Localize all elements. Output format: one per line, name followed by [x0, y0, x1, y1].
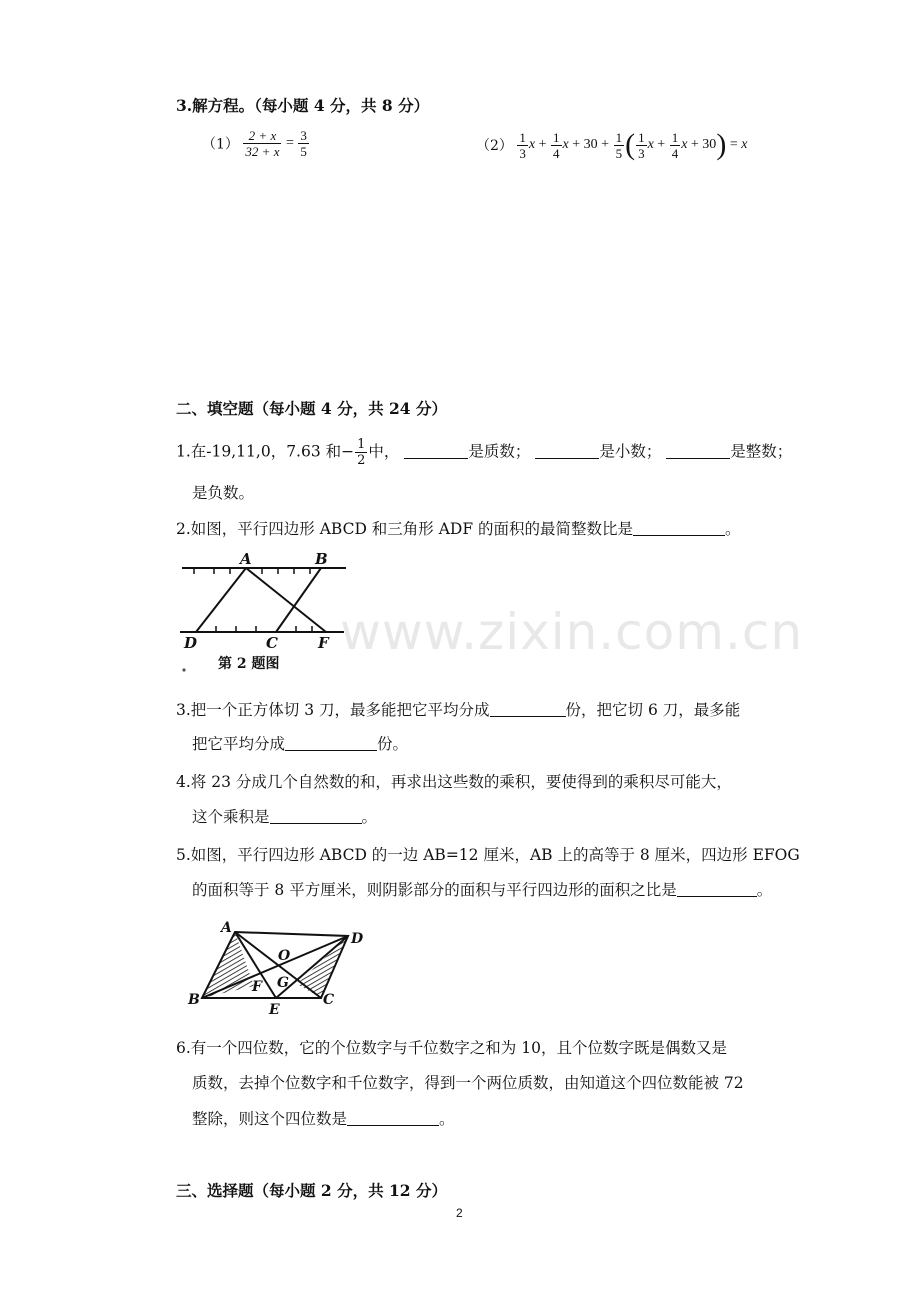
- question-6-line-2: 质数，去掉个位数字和千位数字，得到一个两位质数，由知道这个四位数能被 72: [192, 1074, 744, 1092]
- decimal-blank[interactable]: [535, 442, 599, 459]
- fig2-label-d: D: [184, 634, 198, 652]
- fig5-label-b: B: [188, 992, 200, 1008]
- equation-2-label: （2）: [476, 138, 513, 154]
- fig2-label-f: F: [318, 634, 329, 652]
- four-digit-blank[interactable]: [347, 1109, 439, 1126]
- fig5-label-o: O: [278, 948, 291, 964]
- fig5-label-g: G: [277, 975, 289, 991]
- fig2-label-c: C: [266, 634, 278, 652]
- negative-half-fraction: $\frac{1}{2}$: [357, 437, 366, 468]
- three-cuts-blank[interactable]: [490, 700, 566, 717]
- question-4-line-2: 这个乘积是 。: [192, 808, 378, 826]
- max-product-blank[interactable]: [270, 807, 362, 824]
- equation-1-rhs-fraction: $\frac{3}{5}$: [300, 128, 307, 159]
- six-cuts-blank[interactable]: [285, 734, 377, 751]
- area-ratio-blank[interactable]: [633, 519, 725, 536]
- equation-2: （2） $\frac{1}{3}$ x + $\frac{1}{4}$ x + 30 + $\frac{1}{5}$ ( $\frac{1}{3}$ x + $\frac{1}{4}$ x + 30) = x: [476, 128, 748, 161]
- question-2: 2.如图，平行四边形 ABCD 和三角形 ADF 的面积的最简整数比是 。: [176, 520, 741, 538]
- fig2-caption: 第 2 题图: [218, 656, 280, 672]
- figure-2-diagram: [176, 552, 351, 676]
- question-6-line-3: 整除，则这个四位数是 。: [192, 1110, 455, 1128]
- watermark: www.zixin.com.cn: [340, 603, 804, 661]
- equation-1-lhs-fraction: $\frac{2 + x}{32 + x}$: [245, 128, 280, 159]
- question-1-line-1: 1.在-19,11,0，7.63 和− $\frac{1}{2}$ 中， 是质数； 是小数； 是整数；: [176, 437, 793, 468]
- fig5-label-e: E: [269, 1002, 280, 1018]
- question-5-line-1: 5.如图，平行四边形 ABCD 的一边 AB=12 厘米，AB 上的高等于 8 厘米，四边形 EFOG: [176, 846, 800, 864]
- question-6-line-1: 6.有一个四位数，它的个位数字与千位数字之和为 10，且个位数字既是偶数又是: [176, 1039, 727, 1057]
- part-3-title: 三、选择题（每小题 2 分，共 12 分）: [176, 1181, 447, 1200]
- fig2-label-a: A: [240, 552, 252, 568]
- figure-5-diagram: [180, 916, 370, 1020]
- prime-blank[interactable]: [404, 442, 468, 459]
- fig2-label-b: B: [315, 552, 328, 568]
- equation-1-label: （1）: [202, 136, 239, 153]
- question-4-line-1: 4.将 23 分成几个自然数的和，再求出这些数的乘积，要使得到的乘积尽可能大，: [176, 773, 732, 791]
- question-5-line-2: 的面积等于 8 平方厘米，则阴影部分的面积与平行四边形的面积之比是 。: [192, 881, 773, 899]
- fig5-label-f: F: [252, 979, 262, 995]
- section-3-title: 3.解方程。（每小题 4 分，共 8 分）: [176, 96, 430, 115]
- integer-blank[interactable]: [666, 442, 730, 459]
- question-3-line-2: 把它平均分成 份。: [192, 735, 409, 753]
- equation-1: （1） $\frac{2 + x}{32 + x}$ = $\frac{3}{5}$: [202, 128, 307, 159]
- fig5-label-c: C: [323, 992, 335, 1008]
- fig5-label-d: D: [351, 931, 364, 947]
- page-number: 2: [456, 1206, 463, 1220]
- question-1-line-2: 是负数。: [192, 484, 255, 502]
- question-3-line-1: 3.把一个正方体切 3 刀，最多能把它平均分成 份，把它切 6 刀，最多能: [176, 701, 741, 719]
- shaded-ratio-blank[interactable]: [677, 880, 757, 897]
- part-2-title: 二、填空题（每小题 4 分，共 24 分）: [176, 399, 447, 418]
- fig5-label-a: A: [221, 920, 232, 936]
